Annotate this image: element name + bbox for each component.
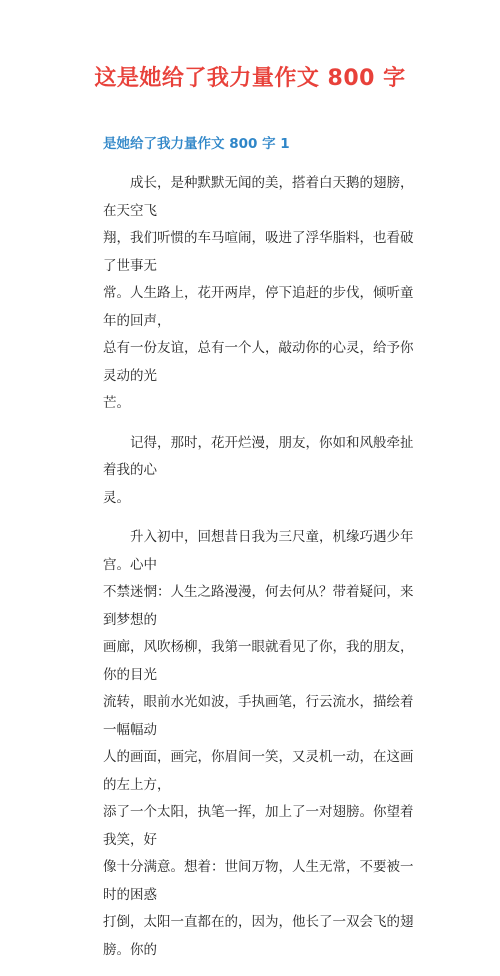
article-body [103,170,425,976]
paragraph: 升入初中，回想昔日我为三尺童，机缘巧遇少年宫。心中 不禁迷惘：人生之路漫漫，何去何从？带着疑问，来到梦想的 画廊，风吹杨柳，我第一眼就看见了你，我的朋友，你的目光 流转，眼前水光如波，手执画笔，行云流水，描绘着一幅幅动 人的画面，画完，你眉间一笑，又灵机一动，在这画的左上方， 添了一个太阳，执笔一挥，加上了一对翅膀。你望着我笑，好 像十分满意。想着：世间万物，人生无常，不要被一时的困惑 打倒，太阳一直都在的，因为，他长了一双会飞的翅膀。你的 [103,529,414,958]
document-title: 这是她给了我力量作文 800 字 [94,66,406,91]
section-heading: 是她给了我力量作文 800 字 1 [103,136,290,152]
paragraph: 成长，是种默默无闻的美，搭着白天鹅的翅膀，在天空飞 翔，我们听惯的车马喧闹，吸进了浮华脂料，也看破了世事无 常。人生路上，花开两岸，停下追赶的步伐，倾听童年的回声， 总有一份友谊，总有一个人，敲动你的心灵，给予你灵动的光 芒。 [103,175,414,411]
paragraph: 记得，那时，花开烂漫，朋友，你如和风般牵扯着我的心 灵。 [103,434,414,506]
